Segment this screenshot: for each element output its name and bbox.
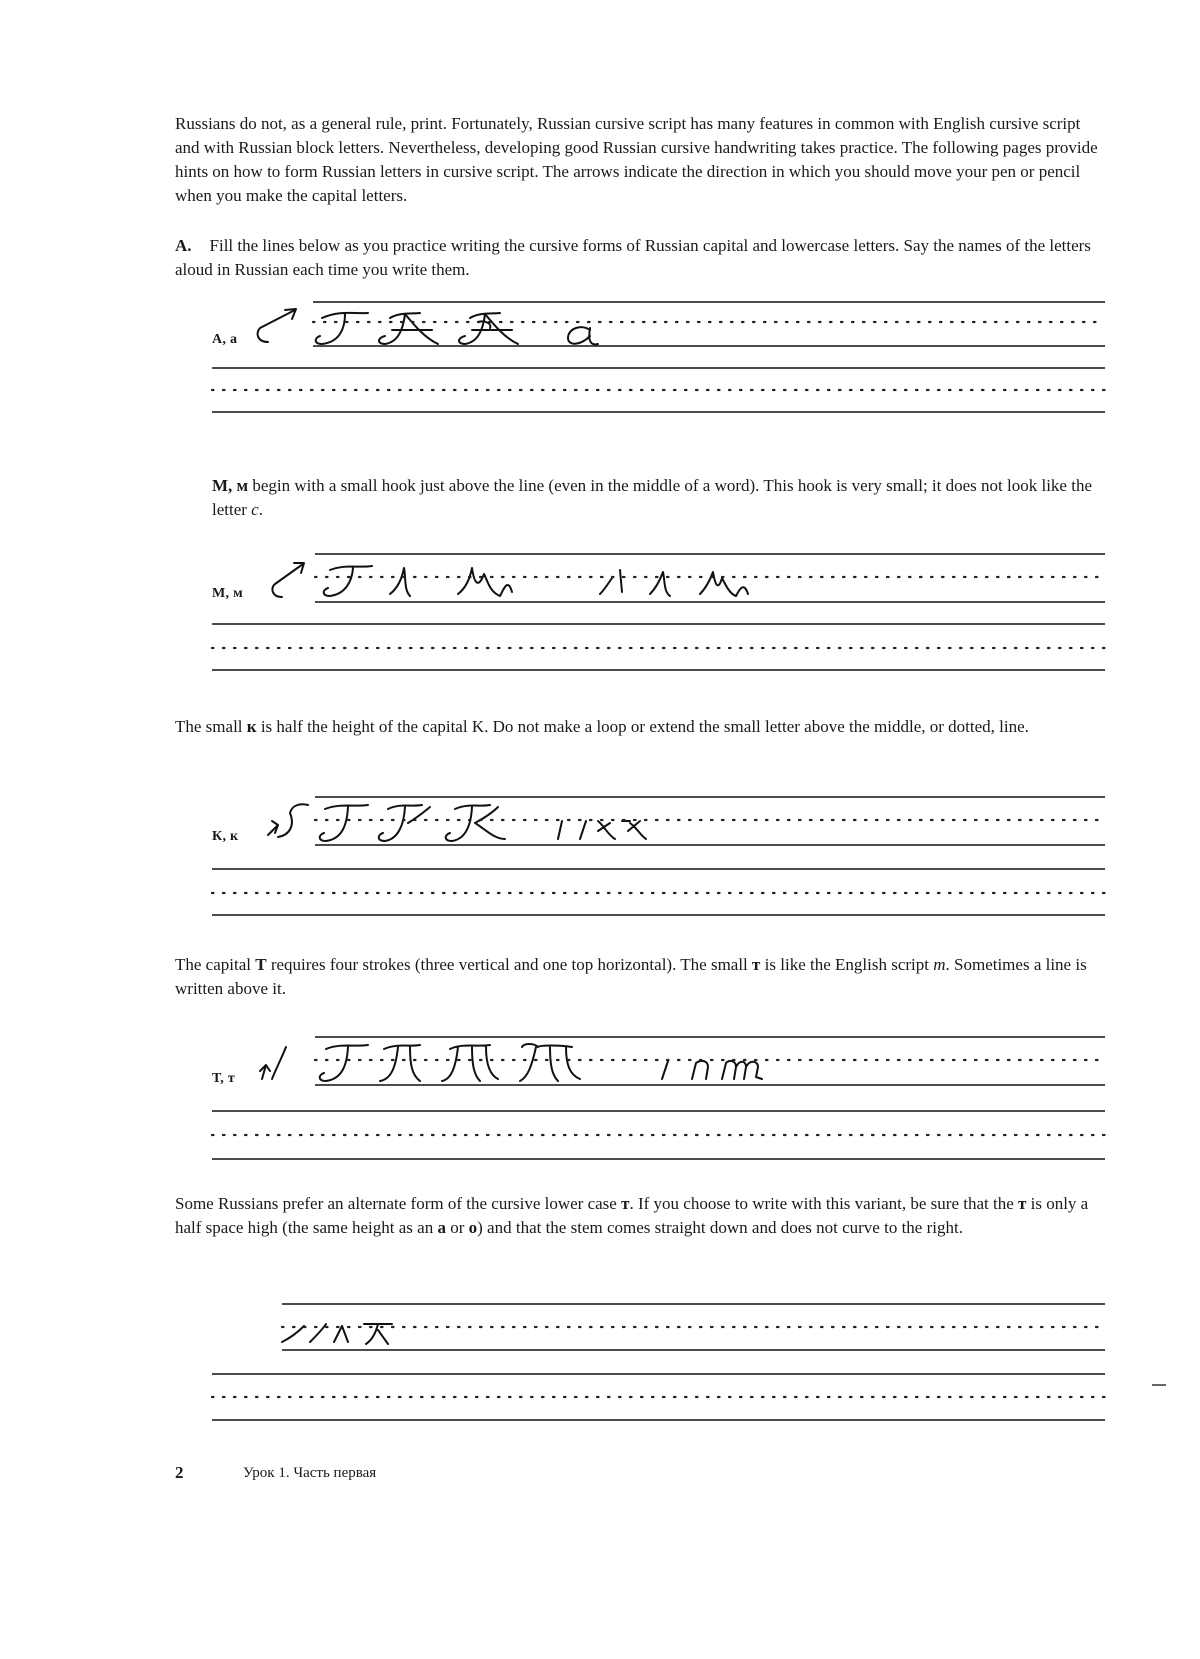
note-k [175, 715, 1105, 739]
stroke-arrow-a [258, 310, 295, 342]
note-m [212, 474, 1092, 522]
note-m-bold: М, м [212, 476, 249, 495]
note-alt-bold-3: a [437, 1218, 446, 1237]
practice-block-a [0, 300, 1200, 430]
note-k-text-2: is half the height of the capital K. Do not make a loop or extend the small letter above the middle, or dotted, line. [256, 717, 1029, 736]
section-a-label: A. [175, 236, 192, 255]
note-t [175, 953, 1105, 1001]
exercise-label-t: Т, т [212, 1071, 236, 1086]
practice-block-alt-t [0, 1290, 1200, 1420]
note-k-text-1: The small [175, 717, 247, 736]
cursive-demo-m [324, 566, 748, 596]
note-alt-text-4: or [445, 1218, 469, 1237]
note-m-text: begin with a small hook just above the line (even in the middle of a word). This hook is very small; it does not look like the letter [212, 476, 1092, 519]
note-m-italic: c [251, 500, 259, 519]
page-footer-title: Урок 1. Часть первая [243, 1465, 377, 1481]
stroke-arrow-t [260, 1047, 286, 1079]
practice-block-m [0, 552, 1200, 682]
note-t-bold-2: т [752, 955, 761, 974]
note-alt-bold-1: т [621, 1194, 630, 1213]
section-a-text: Fill the lines below as you practice writing the cursive forms of Russian capital and lowercase letters. Say the names of the letters aloud in Russian each time you write them. [175, 236, 1091, 279]
note-alt-bold-2: т [1018, 1194, 1027, 1213]
exercise-label-m: М, м [212, 586, 243, 601]
stroke-arrow-m [272, 564, 303, 597]
note-t-text-1: The capital [175, 955, 256, 974]
practice-block-k [0, 795, 1200, 925]
note-alt-text-5: ) and that the stem comes straight down and does not curve to the right. [477, 1218, 963, 1237]
note-k-bold: к [246, 717, 257, 736]
note-alt-text-1: Some Russians prefer an alternate form of the cursive lower case [175, 1194, 622, 1213]
intro-paragraph: Russians do not, as a general rule, print. Fortunately, Russian cursive script has many features in common with English cursive script and with Russian block letters. Nevertheless, developing good Russian cursive handwriting takes practice. The following pages provide hints on how to form Russian letters in cursive script. The arrows indicate the direction in which you should move your pen or pencil when you make the capital letters. [175, 114, 1098, 205]
exercise-label-k: К, к [212, 829, 239, 844]
cursive-demo-a [316, 313, 598, 345]
practice-block-t [0, 1035, 1200, 1165]
cursive-demo-t [320, 1044, 762, 1081]
note-alt-text-2: . If you choose to write with this variant, be sure that the [629, 1194, 1018, 1213]
practice-lines-k [0, 795, 1200, 925]
exercise-label-a: А, а [212, 332, 238, 347]
practice-lines-m [0, 552, 1200, 682]
stroke-arrow-k [268, 804, 308, 837]
page-number: 2 [175, 1463, 184, 1482]
section-a-instructions [175, 234, 1105, 282]
note-alt-text-3: is only a half space high (the same height as an [175, 1194, 1089, 1237]
note-t-text-4: . Sometimes a line is written above it. [175, 955, 1087, 998]
practice-lines-t [0, 1035, 1200, 1165]
note-m-end: . [258, 500, 263, 519]
cursive-demo-k [320, 805, 646, 841]
note-alternate-t [175, 1192, 1105, 1240]
scan-mark [1150, 1380, 1170, 1390]
note-alt-bold-4: o [468, 1218, 478, 1237]
note-t-text-3: is like the English script [760, 955, 934, 974]
practice-lines-a [0, 300, 1200, 430]
note-t-bold: T [255, 955, 267, 974]
note-t-italic: m [933, 955, 946, 974]
practice-lines-alt-t [0, 1290, 1200, 1420]
note-t-text-2: requires four strokes (three vertical and one top horizontal). The small [266, 955, 753, 974]
